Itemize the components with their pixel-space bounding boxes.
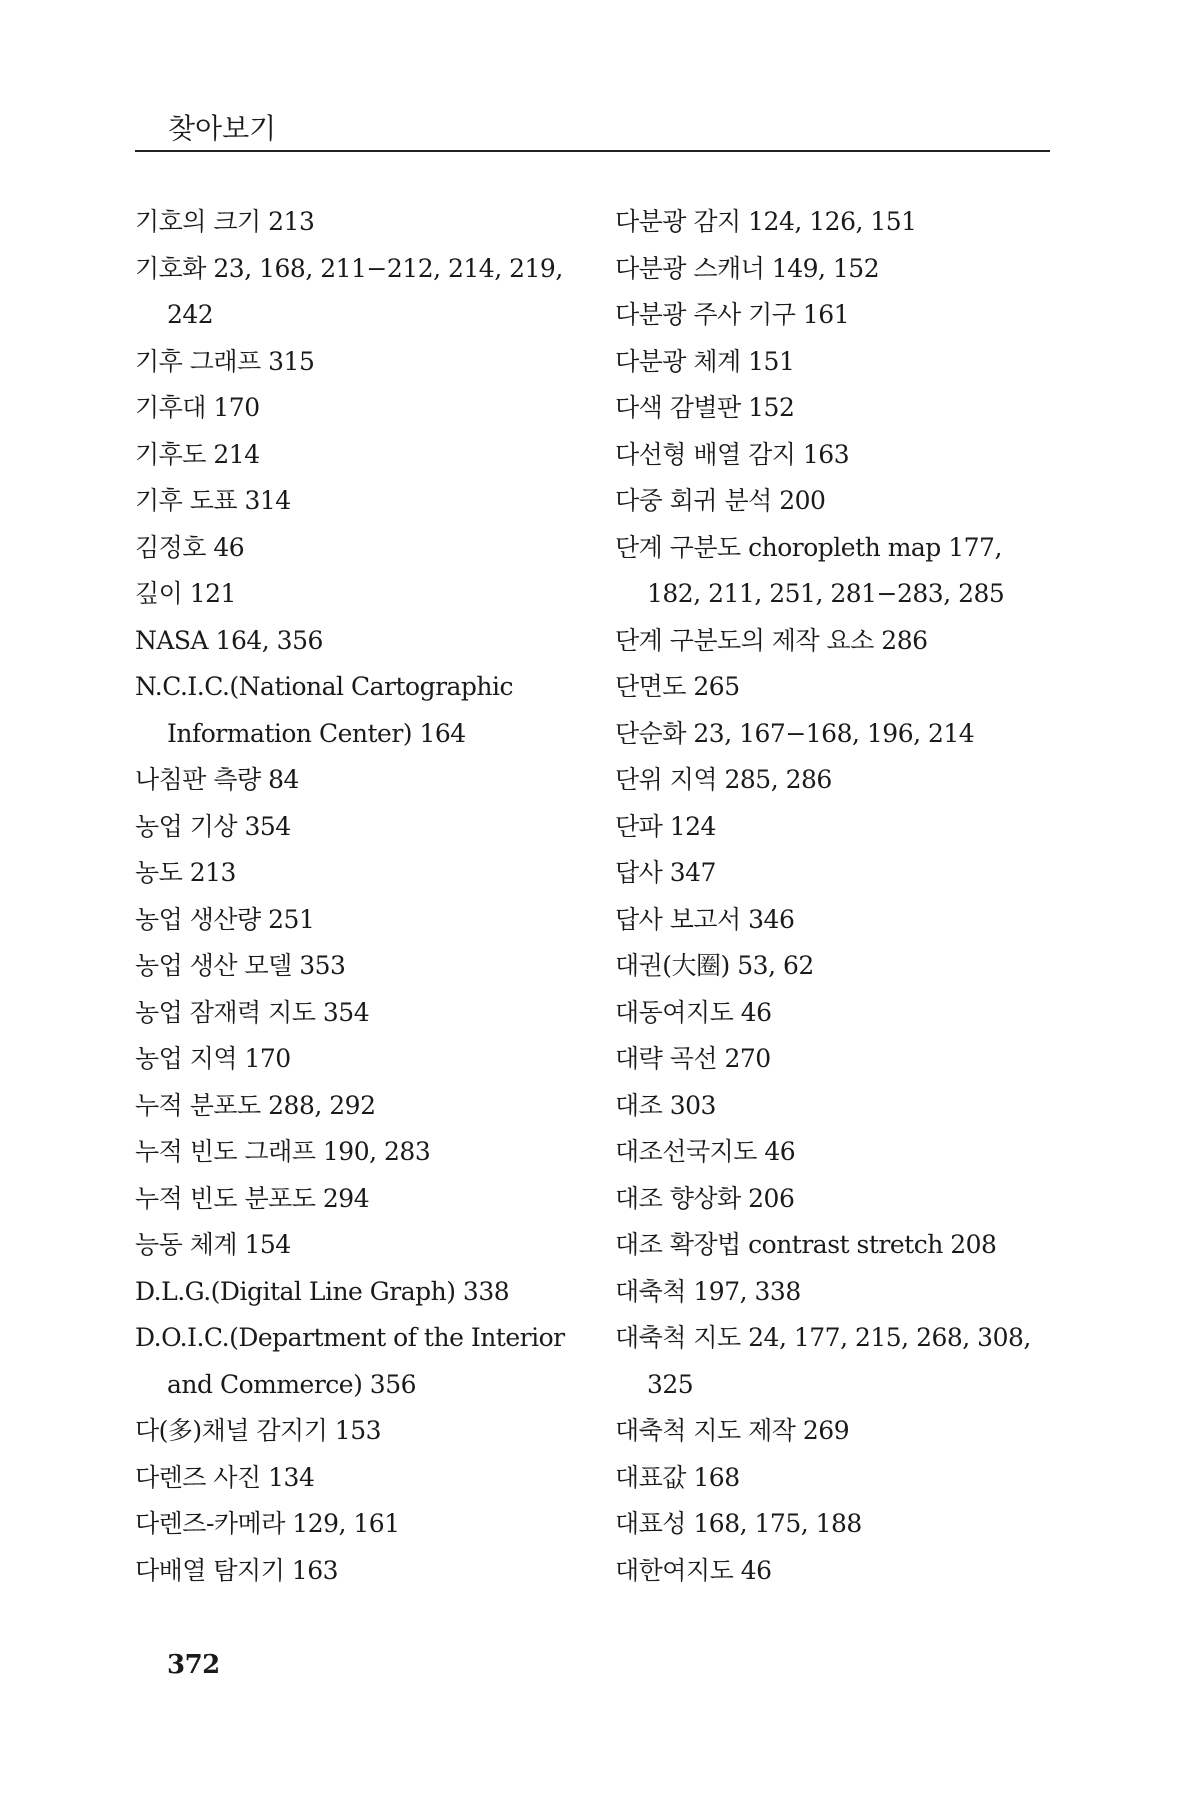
index-entry: 기후 도표 314 <box>135 486 291 515</box>
index-entry: 농업 생산량 251 <box>135 904 315 934</box>
index-entry: 김정호 46 <box>135 532 245 562</box>
index-entry: 다분광 주사 기구 161 <box>615 300 850 329</box>
index-entry: 답사 보고서 346 <box>615 904 795 934</box>
page-title: 찾아보기 <box>168 112 277 145</box>
index-entry: 대조 향상화 206 <box>615 1183 795 1213</box>
index-entry: 기후 그래프 315 <box>135 346 315 376</box>
index-entry: 다분광 감지 124, 126, 151 <box>615 207 917 236</box>
index-entry: 다배열 탐지기 163 <box>135 1555 339 1585</box>
index-entry: D.L.G.(Digital Line Graph) 338 <box>135 1276 510 1306</box>
index-entry: 단계 구분도의 제작 요소 286 <box>615 625 928 655</box>
index-entry: 기호화 23, 168, 211−212, 214, 219, <box>135 253 563 283</box>
index-entry: D.O.I.C.(Department of the Interior <box>135 1323 565 1352</box>
index-entry-continuation: 242 <box>167 300 214 329</box>
index-entry-continuation: 182, 211, 251, 281−283, 285 <box>647 579 1005 608</box>
index-entry: NASA 164, 356 <box>135 625 323 655</box>
page-header <box>135 104 1050 152</box>
index-entry: 대표값 168 <box>615 1462 740 1492</box>
index-entry: N.C.I.C.(National Cartographic <box>135 672 514 701</box>
index-entry-continuation: Information Center) 164 <box>167 718 466 748</box>
index-entry: 단파 124 <box>615 811 716 841</box>
index-entry: 농업 생산 모델 353 <box>135 951 346 980</box>
index-entry: 단순화 23, 167−168, 196, 214 <box>615 718 975 748</box>
index-entry: 다렌즈 사진 134 <box>135 1462 315 1492</box>
index-entry: 대표성 168, 175, 188 <box>615 1509 862 1538</box>
index-entry: 다색 감별판 152 <box>615 393 795 422</box>
index-entry: 대축척 지도 24, 177, 215, 268, 308, <box>615 1323 1031 1352</box>
index-entry: 대한여지도 46 <box>615 1555 772 1585</box>
index-entry: 대권(大圈) 53, 62 <box>615 951 814 980</box>
index-entry: 누적 빈도 그래프 190, 283 <box>135 1137 431 1166</box>
index-entry: 기호의 크기 213 <box>135 207 315 236</box>
index-entry: 농업 잠재력 지도 354 <box>135 997 370 1027</box>
index-entry: 농업 기상 354 <box>135 811 291 841</box>
index-column-right <box>615 199 1055 1594</box>
index-entry: 단위 지역 285, 286 <box>615 765 832 794</box>
index-entry: 대축척 지도 제작 269 <box>615 1416 850 1445</box>
index-column-left <box>135 199 575 1594</box>
index-entry: 다중 회귀 분석 200 <box>615 486 826 515</box>
index-entry: 기후대 170 <box>135 393 260 422</box>
index-entry: 능동 체계 154 <box>135 1230 291 1259</box>
index-entry: 단면도 265 <box>615 672 740 701</box>
index-entry: 다분광 체계 151 <box>615 346 795 376</box>
index-entry: 답사 347 <box>615 858 716 887</box>
index-entry: 다선형 배열 감지 163 <box>615 439 850 469</box>
index-entry: 다(多)채널 감지기 153 <box>135 1416 382 1445</box>
index-entry: 대조선국지도 46 <box>615 1137 796 1166</box>
index-entry: 누적 분포도 288, 292 <box>135 1090 376 1120</box>
index-entry: 대축척 197, 338 <box>615 1276 801 1306</box>
index-entry-continuation: 325 <box>647 1369 694 1399</box>
index-entry: 농업 지역 170 <box>135 1044 291 1073</box>
index-entry: 대동여지도 46 <box>615 997 772 1027</box>
index-entry: 단계 구분도 choropleth map 177, <box>615 532 1002 562</box>
index-entry: 다분광 스캐너 149, 152 <box>615 253 880 283</box>
index-entry: 다렌즈-카메라 129, 161 <box>135 1509 400 1538</box>
index-entry-continuation: and Commerce) 356 <box>167 1369 417 1399</box>
index-entry: 깊이 121 <box>135 579 236 608</box>
index-entry: 농도 213 <box>135 858 236 887</box>
index-entry: 누적 빈도 분포도 294 <box>135 1183 370 1213</box>
index-entry: 대조 303 <box>615 1090 716 1120</box>
page-number: 372 <box>167 1650 220 1680</box>
index-entry: 나침판 측량 84 <box>135 765 299 794</box>
index-entry: 대략 곡선 270 <box>615 1044 771 1073</box>
index-entry: 대조 확장법 contrast stretch 208 <box>615 1230 997 1259</box>
index-entry: 기후도 214 <box>135 439 260 469</box>
